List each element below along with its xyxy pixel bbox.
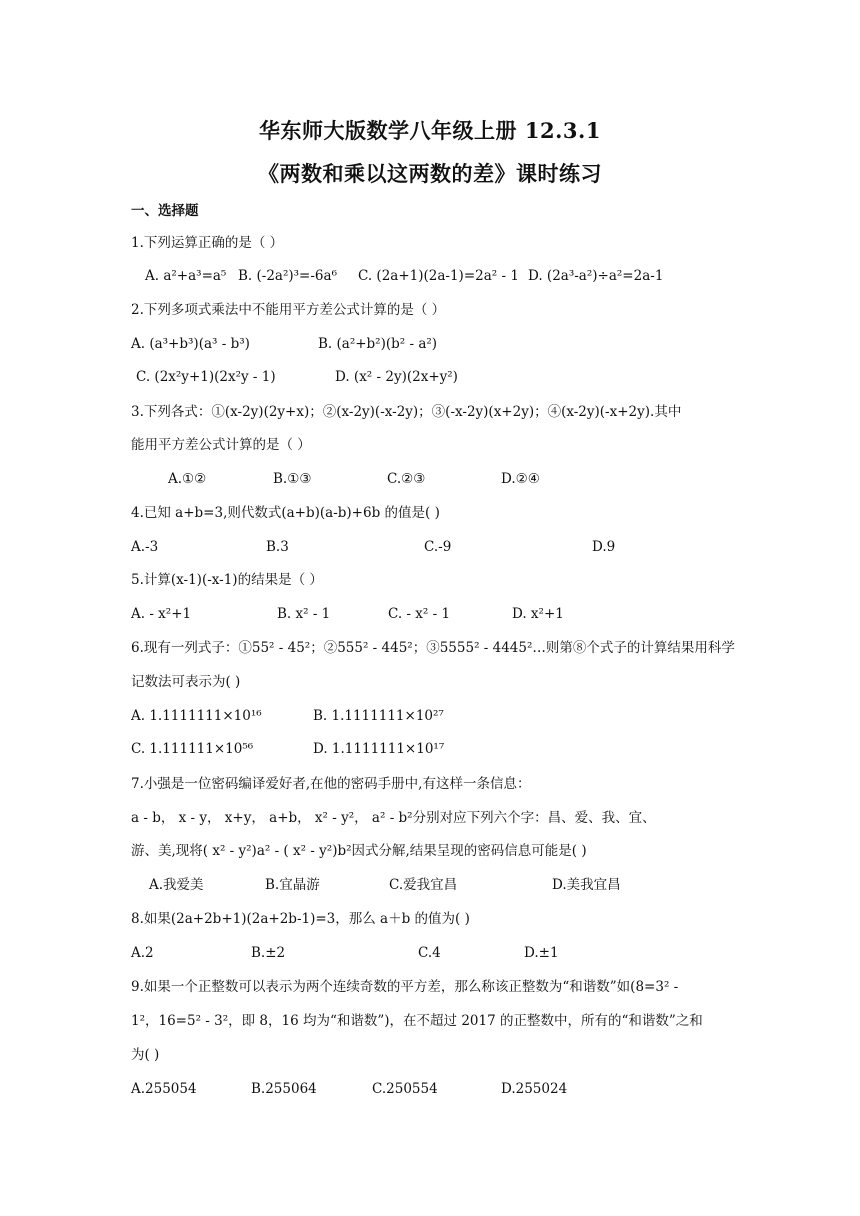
question-6-option-a: A. 1.1111111×10¹⁶ (131, 708, 262, 724)
question-3-stem-line-2: 能用平方差公式计算的是（ ） (131, 437, 311, 453)
question-2-option-d: D. (x² - 2y)(2x+y²) (335, 369, 458, 385)
question-1-option-c: C. (2a+1)(2a-1)=2a² - 1 (358, 268, 519, 284)
question-5-option-b: B. x² - 1 (277, 606, 331, 622)
question-4-option-b: B.3 (266, 539, 289, 555)
question-3-option-a: A.①② (168, 471, 207, 487)
question-5-option-a: A. - x²+1 (131, 606, 192, 622)
question-2-option-c: C. (2x²y+1)(2x²y - 1) (136, 369, 276, 385)
question-6-option-c: C. 1.111111×10⁵⁶ (131, 741, 254, 757)
question-8-option-c: C.4 (418, 945, 441, 961)
question-4-option-a: A.-3 (131, 539, 159, 555)
question-9-stem-line-1: 9.如果一个正整数可以表示为两个连续奇数的平方差，那么称该正整数为“和谐数”如(8=3² - (131, 979, 679, 995)
question-8-option-d: D.±1 (524, 945, 559, 961)
question-7-option-d: D.美我宜昌 (552, 877, 621, 893)
question-9-option-c: C.250554 (372, 1081, 438, 1097)
question-6-option-d: D. 1.1111111×10¹⁷ (313, 741, 445, 757)
question-5-option-d: D. x²+1 (512, 606, 564, 622)
question-3-option-b: B.①③ (273, 471, 312, 487)
title-line-2: 《两数和乘以这两数的差》课时练习 (258, 161, 602, 186)
question-7-option-a: A.我爱美 (149, 877, 204, 893)
question-5-option-c: C. - x² - 1 (388, 606, 451, 622)
question-1-stem: 1.下列运算正确的是（ ） (131, 235, 284, 251)
question-2-option-a: A. (a³+b³)(a³ - b³) (131, 336, 250, 352)
question-7-stem-line-3: 游、美,现将( x² - y²)a² - ( x² - y²)b²因式分解,结果呈现的密码信息可能是( ) (131, 843, 587, 859)
question-7-option-b: B.宜晶游 (265, 877, 320, 893)
question-9-option-a: A.255054 (131, 1081, 197, 1097)
question-4-option-c: C.-9 (424, 539, 452, 555)
question-3-stem-line-1: 3.下列各式：①(x-2y)(2y+x)；②(x-2y)(-x-2y)；③(-x-2y)(x+2y)；④(x-2y)(-x+2y).其中 (131, 404, 682, 420)
question-5-stem: 5.计算(x-1)(-x-1)的结果是（ ） (131, 572, 323, 588)
question-8-stem: 8.如果(2a+2b+1)(2a+2b-1)=3，那么 a＋b 的值为( ) (131, 911, 470, 927)
question-9-stem-line-2: 1²，16=5² - 3²，即 8，16 均为“和谐数”)，在不超过 2017 的正整数中，所有的“和谐数”之和 (131, 1013, 703, 1029)
question-6-stem-line-1: 6.现有一列式子：①55² - 45²；②555² - 445²；③5555² - 4445²…则第⑧个式子的计算结果用科学 (131, 640, 735, 656)
question-6-option-b: B. 1.1111111×10²⁷ (313, 708, 444, 724)
question-9-option-d: D.255024 (501, 1081, 568, 1097)
title-line-1: 华东师大版数学八年级上册 12.3.1 (259, 118, 601, 143)
question-1-option-b: B. (-2a²)³=-6a⁶ (238, 268, 337, 284)
question-4-stem: 4.已知 a+b=3,则代数式(a+b)(a-b)+6b 的值是( ) (131, 505, 440, 521)
question-8-option-a: A.2 (131, 945, 154, 961)
question-2-stem: 2.下列多项式乘法中不能用平方差公式计算的是（ ） (131, 302, 446, 318)
question-7-stem-line-2: a - b， x - y， x+y， a+b， x² - y²， a² - b²分别对应下列六个字：昌、爱、我、宜、 (131, 810, 656, 826)
question-3-option-c: C.②③ (387, 471, 426, 487)
question-7-option-c: C.爱我宜昌 (389, 877, 458, 893)
question-9-option-b: B.255064 (251, 1081, 317, 1097)
question-3-option-d: D.②④ (501, 471, 540, 487)
question-9-stem-line-3: 为( ) (131, 1047, 160, 1063)
question-1-option-d: D. (2a³-a²)÷a²=2a-1 (528, 268, 664, 284)
question-8-option-b: B.±2 (251, 945, 286, 961)
question-6-stem-line-2: 记数法可表示为( ) (131, 674, 241, 690)
question-1-option-a: A. a²+a³=a⁵ (145, 268, 227, 284)
section-heading: 一、选择题 (131, 203, 199, 219)
question-2-option-b: B. (a²+b²)(b² - a²) (318, 336, 438, 352)
question-4-option-d: D.9 (592, 539, 616, 555)
question-7-stem-line-1: 7.小强是一位密码编译爱好者,在他的密码手册中,有这样一条信息： (131, 776, 531, 792)
